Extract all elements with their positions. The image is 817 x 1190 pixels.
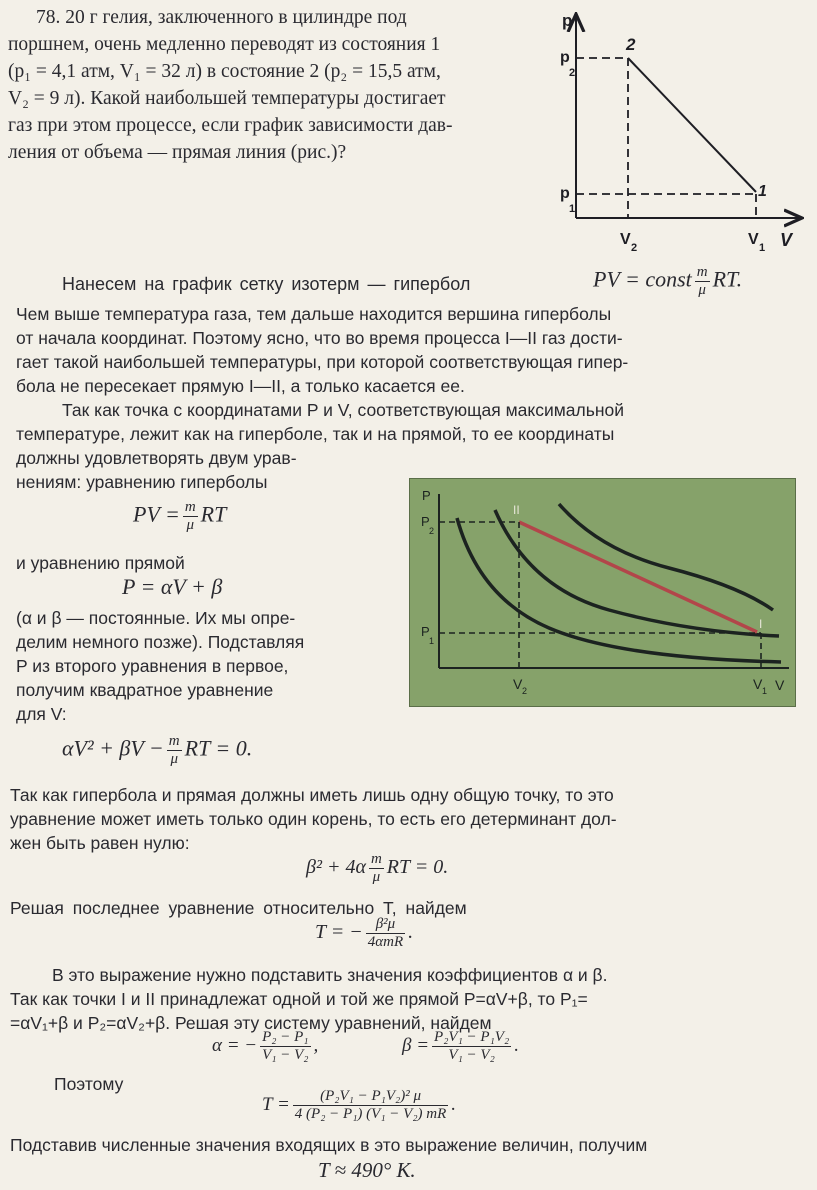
paragraph-line: Так как гипербола и прямая должны иметь лишь одну общую точку, то это <box>10 785 614 805</box>
eq-part: . <box>451 1093 457 1115</box>
p2-label: P <box>421 514 430 529</box>
point-1-label: 1 <box>758 183 767 200</box>
problem-line: (p₁ = 4,1 атм, V₁ = 32 л) в состояние 2 (p₂ = 15,5 атм, <box>8 61 441 82</box>
v2-label: V <box>620 231 631 248</box>
eq-numerator: m <box>168 733 180 749</box>
paragraph-line: Так как точка с координатами P и V, соответствующая максимальной <box>62 400 625 420</box>
numeric-text: Подставив численные значения входящих в это выражение величин, получим <box>10 1135 648 1155</box>
p1-subscript: 1 <box>569 203 576 215</box>
paragraph-line: гает такой наибольшей температуры, при которой соответствующая гипер- <box>16 352 629 372</box>
paragraph-line: для V: <box>16 704 67 724</box>
eq-denominator: V₁ − V₂ <box>448 1047 495 1063</box>
line-equation: P = αV + β <box>122 574 223 599</box>
paragraph-line: уравнение может иметь только один корень, то есть его детерминант дол- <box>10 809 617 829</box>
eq-part: β = <box>402 1034 430 1056</box>
v2-label: V <box>513 676 523 692</box>
eq-part: PV = const <box>593 266 692 292</box>
eq-part: α = − <box>212 1034 258 1056</box>
point-I-label: I <box>759 617 763 631</box>
paragraph-line: от начала координат. Поэтому ясно, что во время процесса I—II газ дости- <box>16 328 623 348</box>
eq-denominator: μ <box>186 517 195 533</box>
alpha-equation <box>212 1029 318 1064</box>
beta-equation <box>402 1029 519 1064</box>
and-line-text: и уравнению прямой <box>16 553 185 573</box>
therefore-text: Поэтому <box>54 1074 124 1094</box>
v1-label: V <box>753 676 763 692</box>
paragraph-line: бола не пересекает прямую I—II, а только касается ее. <box>16 376 465 396</box>
determinant-equation <box>306 851 448 886</box>
paragraph-line: получим квадратное уравнение <box>16 680 274 700</box>
paragraph-line: =αV₁+β и P₂=αV₂+β. Решая эту систему уравнений, найдем <box>10 1013 492 1033</box>
eq-numerator: P₂ − P₁ <box>262 1029 309 1045</box>
v2-subscript: 2 <box>522 686 528 696</box>
eq-numerator: (P₂V₁ − P₁V₂)² μ <box>293 1088 448 1106</box>
eq-part: . <box>514 1034 519 1056</box>
p1-subscript: 1 <box>429 636 435 646</box>
problem-line: 78. 20 г гелия, заключенного в цилиндре под <box>36 7 407 28</box>
p1-label: p <box>560 185 570 202</box>
process-line <box>628 58 756 192</box>
eq-part: RT = 0. <box>386 856 449 879</box>
p1-label: P <box>421 624 430 639</box>
axis-v-label: V <box>780 230 793 250</box>
intro-text: Нанесем на график сетку изотерм — гипербол <box>62 274 471 294</box>
eq-numerator: β²μ <box>366 916 405 934</box>
eq-denominator: μ <box>372 869 381 885</box>
eq-numerator: m <box>696 264 708 280</box>
eq-part: RT = 0. <box>184 735 253 761</box>
problem-line: ления от объема — прямая линия (рис.)? <box>8 142 347 163</box>
problem-line: V₂ = 9 л). Какой наибольшей температуры достигает <box>8 88 446 109</box>
p2-subscript: 2 <box>429 526 435 536</box>
eq-part: RT <box>200 501 227 527</box>
point-2-label: 2 <box>626 35 636 54</box>
eq-denominator: 4 (P₂ − P₁) (V₁ − V₂) mR <box>294 1106 447 1122</box>
eq-numerator: m <box>370 851 382 867</box>
paragraph-line: В это выражение нужно подставить значения коэффициентов α и β. <box>52 965 608 985</box>
eq-numerator: m <box>184 499 196 515</box>
paragraph-line: нениям: уравнению гиперболы <box>16 472 268 492</box>
eq-part: T = <box>262 1093 290 1115</box>
eq-part: RT. <box>712 266 743 292</box>
eq-denominator: μ <box>698 282 706 298</box>
paragraph-line: Чем выше температура газа, тем дальше находится вершина гиперболы <box>16 304 612 324</box>
hyperbola-equation <box>133 499 226 534</box>
paragraph-line: Так как точки I и II принадлежат одной и той же прямой P=αV+β, то P₁= <box>10 989 588 1009</box>
point-II-label: II <box>513 503 520 517</box>
axis-p-label: p <box>562 11 573 30</box>
v1-subscript: 1 <box>759 242 766 254</box>
paragraph-line: температуре, лежит как на гиперболе, так и на прямой, то ее координаты <box>16 424 615 444</box>
temperature-equation <box>315 916 413 951</box>
pv-diagram <box>552 4 810 254</box>
eq-part: PV = <box>133 501 180 527</box>
paragraph-line: (α и β — постоянные. Их мы опре- <box>16 608 296 628</box>
isotherm-diagram <box>409 478 796 707</box>
axis-p-label: P <box>422 488 431 503</box>
v2-subscript: 2 <box>631 242 638 254</box>
p2-label: p <box>560 49 570 66</box>
problem-line: газ при этом процессе, если график зависимости дав- <box>8 115 453 136</box>
eq-part: αV² + βV − <box>62 735 164 761</box>
eq-denominator: V₁ − V₂ <box>262 1047 309 1063</box>
eq-denominator: μ <box>170 751 178 767</box>
paragraph-line: P из второго уравнения в первое, <box>16 656 289 676</box>
p2-subscript: 2 <box>569 67 576 79</box>
quadratic-equation <box>62 733 252 768</box>
paragraph-line: должны удовлетворять двум урав- <box>16 448 297 468</box>
v1-subscript: 1 <box>762 686 768 696</box>
axis-v-label: V <box>775 677 785 693</box>
eq-part: T = − <box>315 921 363 944</box>
eq-part: , <box>313 1034 319 1056</box>
v1-label: V <box>748 231 759 248</box>
eq-part: β² + 4α <box>306 856 366 879</box>
paragraph-line: делим немного позже). Подставляя <box>16 632 305 652</box>
solve-text: Решая последнее уравнение относительно T, найдем <box>10 898 467 918</box>
isotherm-equation <box>593 264 742 299</box>
paragraph-line: жен быть равен нулю: <box>10 833 190 853</box>
final-temperature-equation <box>262 1088 456 1123</box>
eq-denominator: 4αmR <box>367 934 404 950</box>
result: T ≈ 490° К. <box>318 1158 416 1182</box>
eq-numerator: P₂V₁ − P₁V₂ <box>434 1029 510 1045</box>
eq-part: . <box>408 921 414 944</box>
problem-line: поршнем, очень медленно переводят из состояния 1 <box>8 34 441 55</box>
